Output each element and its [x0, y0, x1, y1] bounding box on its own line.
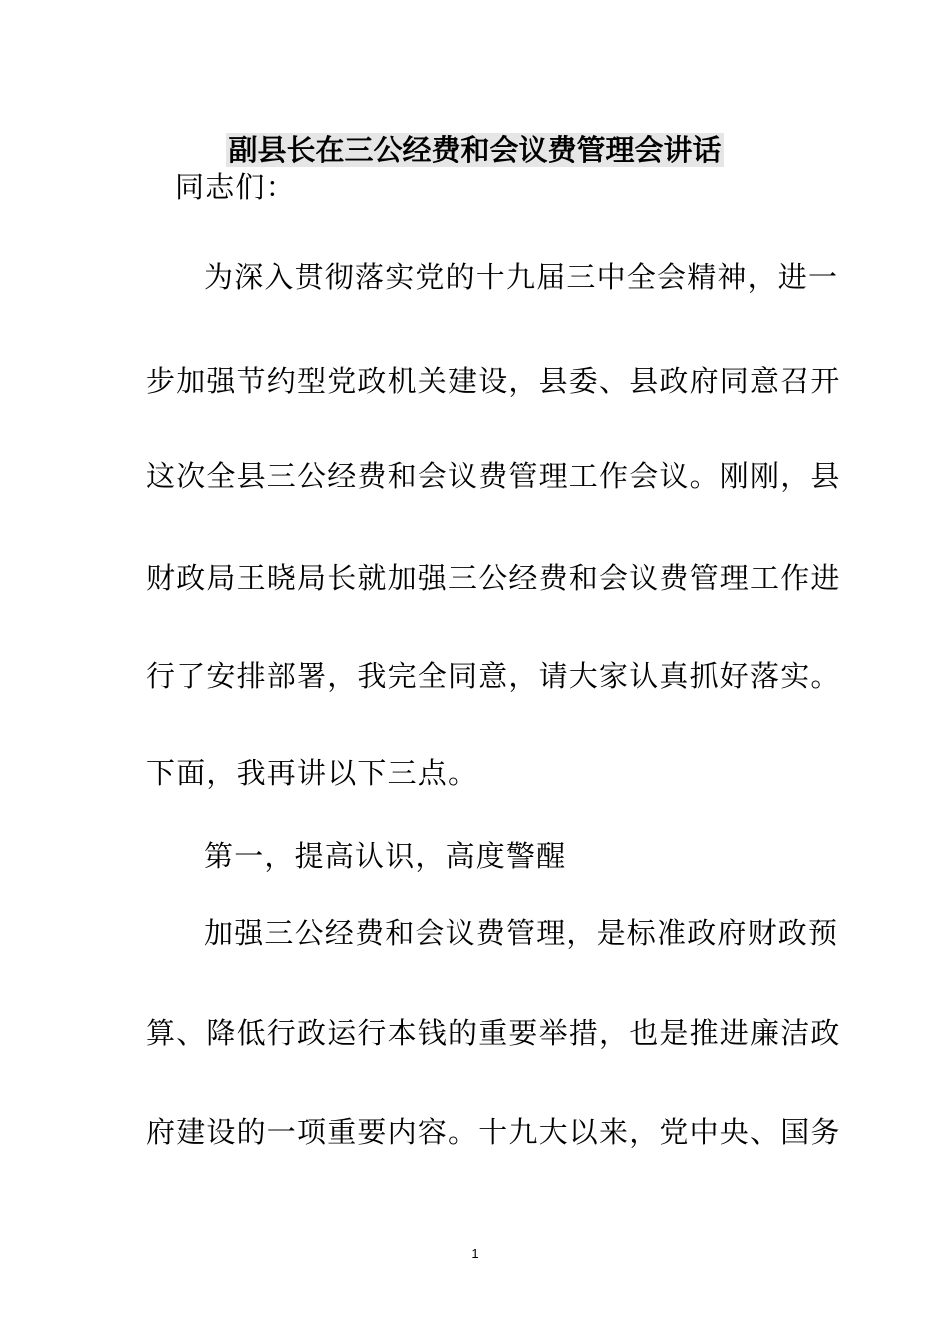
salutation: 同志们： — [175, 170, 296, 204]
paragraph-line: 府建设的一项重要内容。十九大以来，党中央、国务 — [146, 1115, 841, 1149]
paragraph-line: 这次全县三公经费和会议费管理工作会议。刚刚，县 — [146, 459, 841, 493]
page-number: 1 — [471, 1246, 479, 1261]
section-heading: 第一，提高认识，高度警醒 — [204, 839, 567, 873]
paragraph-line: 算、降低行政运行本钱的重要举措，也是推进廉洁政 — [146, 1016, 841, 1050]
paragraph-line: 财政局王晓局长就加强三公经费和会议费管理工作进 — [146, 561, 841, 595]
document-title: 副县长在三公经费和会议费管理会讲话 — [228, 133, 722, 167]
paragraph-line: 行了安排部署，我完全同意，请大家认真抓好落实。 — [146, 659, 841, 693]
paragraph-line: 加强三公经费和会议费管理，是标准政府财政预 — [204, 916, 839, 950]
paragraph-line: 为深入贯彻落实党的十九届三中全会精神，进一 — [204, 260, 839, 294]
paragraph-line: 步加强节约型党政机关建设，县委、县政府同意召开 — [146, 364, 841, 398]
paragraph-line: 下面，我再讲以下三点。 — [146, 756, 479, 790]
